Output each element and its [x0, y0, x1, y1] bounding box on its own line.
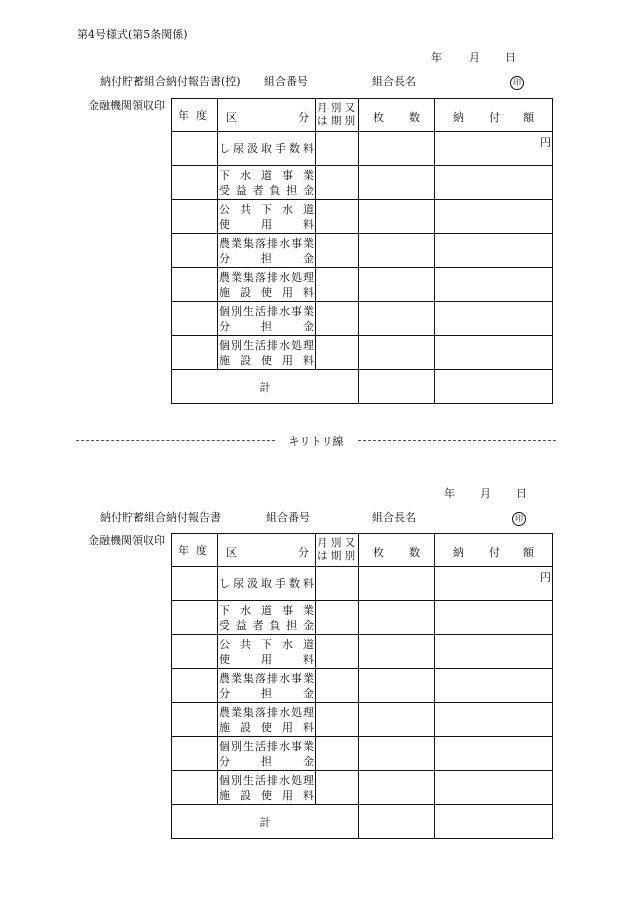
- count-cell[interactable]: [359, 771, 435, 805]
- table-row: [172, 669, 553, 703]
- month-cell[interactable]: [316, 302, 359, 336]
- month-cell[interactable]: [316, 737, 359, 771]
- union-number-label-1: 組合番号: [264, 75, 308, 88]
- total-amount-cell[interactable]: [435, 805, 553, 839]
- date-fields-1: [431, 51, 516, 64]
- cut-line-label: キリトリ線: [288, 434, 344, 448]
- category-cell: 公共下水道 使用料: [218, 635, 316, 669]
- table-total-row: [172, 805, 553, 839]
- header-year: 年 度: [172, 99, 218, 132]
- report-title-2: 納付貯蓄組合納付報告書: [100, 511, 221, 524]
- union-leader-label-2: 組合長名: [372, 511, 416, 524]
- cut-line-dash-left: [76, 440, 275, 441]
- count-cell[interactable]: [359, 336, 435, 370]
- category-cell: し尿汲取手数料: [218, 567, 316, 601]
- month-cell[interactable]: [316, 200, 359, 234]
- header-count: 枚 数: [359, 99, 435, 132]
- count-cell[interactable]: [359, 132, 435, 166]
- table-row: [172, 132, 553, 166]
- count-cell[interactable]: [359, 669, 435, 703]
- count-cell[interactable]: [359, 166, 435, 200]
- month-cell[interactable]: [316, 234, 359, 268]
- amount-cell[interactable]: [435, 669, 553, 703]
- year-cell[interactable]: [172, 635, 218, 669]
- year-cell[interactable]: [172, 703, 218, 737]
- year-cell[interactable]: [172, 737, 218, 771]
- year-cell[interactable]: [172, 567, 218, 601]
- table-row: [172, 166, 553, 200]
- category-cell: 農業集落排水処理 施設使用料: [218, 703, 316, 737]
- count-cell[interactable]: [359, 268, 435, 302]
- table-header-row: [172, 534, 553, 567]
- month-cell[interactable]: [316, 669, 359, 703]
- bank-receipt-label-2: 金融機関領収印: [88, 534, 165, 547]
- header-count: 枚 数: [359, 534, 435, 567]
- date-year-label: 年: [444, 487, 455, 500]
- seal-icon: 印: [512, 512, 526, 526]
- year-cell[interactable]: [172, 268, 218, 302]
- cut-line-dash-right: [358, 440, 557, 441]
- amount-cell[interactable]: [435, 771, 553, 805]
- seal-mark-2: [512, 511, 526, 526]
- amount-cell[interactable]: [435, 635, 553, 669]
- header-month-or-period: 月 別 又 は 期 別: [316, 534, 359, 567]
- table-row: [172, 737, 553, 771]
- report-table-2: [171, 533, 553, 839]
- category-cell: 個別生活排水事業 分担金: [218, 737, 316, 771]
- table-row: [172, 234, 553, 268]
- category-cell: し尿汲取手数料: [218, 132, 316, 166]
- table-row: [172, 771, 553, 805]
- header-class: 区 分: [218, 99, 316, 132]
- date-month-label: 月: [480, 487, 491, 500]
- category-cell: 農業集落排水事業 分担金: [218, 669, 316, 703]
- report-title-1: 納付貯蓄組合納付報告書(控): [100, 75, 241, 88]
- month-cell[interactable]: [316, 166, 359, 200]
- amount-cell[interactable]: [435, 737, 553, 771]
- month-cell[interactable]: [316, 771, 359, 805]
- header-class: 区 分: [218, 534, 316, 567]
- table-row: [172, 567, 553, 601]
- amount-cell[interactable]: [435, 703, 553, 737]
- count-cell[interactable]: [359, 737, 435, 771]
- year-cell[interactable]: [172, 669, 218, 703]
- month-cell[interactable]: [316, 601, 359, 635]
- year-cell[interactable]: [172, 200, 218, 234]
- year-cell[interactable]: [172, 234, 218, 268]
- count-cell[interactable]: [359, 635, 435, 669]
- table-total-row: [172, 370, 553, 404]
- amount-cell[interactable]: [435, 336, 553, 370]
- table-row: [172, 268, 553, 302]
- amount-cell[interactable]: [435, 166, 553, 200]
- date-month-label: 月: [469, 51, 480, 64]
- date-fields-2: [444, 487, 527, 500]
- month-cell[interactable]: [316, 567, 359, 601]
- table-row: [172, 200, 553, 234]
- form-label: 第4号様式(第5条関係): [77, 28, 188, 41]
- count-cell[interactable]: [359, 302, 435, 336]
- category-cell: 公共下水道 使用料: [218, 200, 316, 234]
- year-cell[interactable]: [172, 336, 218, 370]
- table-row: [172, 336, 553, 370]
- count-cell[interactable]: [359, 601, 435, 635]
- seal-mark-1: [510, 75, 524, 90]
- yen-unit: 円: [540, 571, 551, 584]
- total-count-cell[interactable]: [359, 805, 435, 839]
- total-label: 計: [172, 805, 359, 839]
- month-cell[interactable]: [316, 703, 359, 737]
- header-month-or-period: 月 別 又 は 期 別: [316, 99, 359, 132]
- amount-cell[interactable]: [435, 268, 553, 302]
- category-cell: 農業集落排水事業 分担金: [218, 234, 316, 268]
- union-leader-label-1: 組合長名: [372, 75, 416, 88]
- count-cell[interactable]: [359, 703, 435, 737]
- total-amount-cell[interactable]: [435, 370, 553, 404]
- month-cell[interactable]: [316, 132, 359, 166]
- bank-receipt-label-1: 金融機関領収印: [88, 99, 165, 112]
- union-number-label-2: 組合番号: [266, 511, 310, 524]
- total-count-cell[interactable]: [359, 370, 435, 404]
- table-header-row: [172, 99, 553, 132]
- amount-cell[interactable]: [435, 200, 553, 234]
- date-day-label: 日: [505, 51, 516, 64]
- month-cell[interactable]: [316, 336, 359, 370]
- month-cell[interactable]: [316, 268, 359, 302]
- count-cell[interactable]: [359, 567, 435, 601]
- year-cell[interactable]: [172, 771, 218, 805]
- category-cell: 個別生活排水処理 施設使用料: [218, 336, 316, 370]
- count-cell[interactable]: [359, 200, 435, 234]
- table-row: [172, 703, 553, 737]
- year-cell[interactable]: [172, 166, 218, 200]
- amount-cell[interactable]: [435, 567, 553, 601]
- category-cell: 下水道事業 受益者負担金: [218, 166, 316, 200]
- header-year: 年 度: [172, 534, 218, 567]
- table-row: [172, 601, 553, 635]
- table-row: [172, 635, 553, 669]
- year-cell[interactable]: [172, 132, 218, 166]
- cut-line: [76, 434, 556, 447]
- date-day-label: 日: [516, 487, 527, 500]
- seal-icon: 印: [510, 76, 524, 90]
- table-row: [172, 302, 553, 336]
- report-table-1: [171, 98, 553, 404]
- yen-unit: 円: [540, 136, 551, 149]
- count-cell[interactable]: [359, 234, 435, 268]
- category-cell: 個別生活排水事業 分担金: [218, 302, 316, 336]
- category-cell: 個別生活排水処理 施設使用料: [218, 771, 316, 805]
- category-cell: 農業集落排水処理 施設使用料: [218, 268, 316, 302]
- amount-cell[interactable]: [435, 132, 553, 166]
- date-year-label: 年: [431, 51, 442, 64]
- category-cell: 下水道事業 受益者負担金: [218, 601, 316, 635]
- total-label: 計: [172, 370, 359, 404]
- amount-cell[interactable]: [435, 302, 553, 336]
- year-cell[interactable]: [172, 302, 218, 336]
- header-amount: 納 付 額: [435, 534, 553, 567]
- amount-cell[interactable]: [435, 234, 553, 268]
- amount-cell[interactable]: [435, 601, 553, 635]
- year-cell[interactable]: [172, 601, 218, 635]
- header-amount: 納 付 額: [435, 99, 553, 132]
- month-cell[interactable]: [316, 635, 359, 669]
